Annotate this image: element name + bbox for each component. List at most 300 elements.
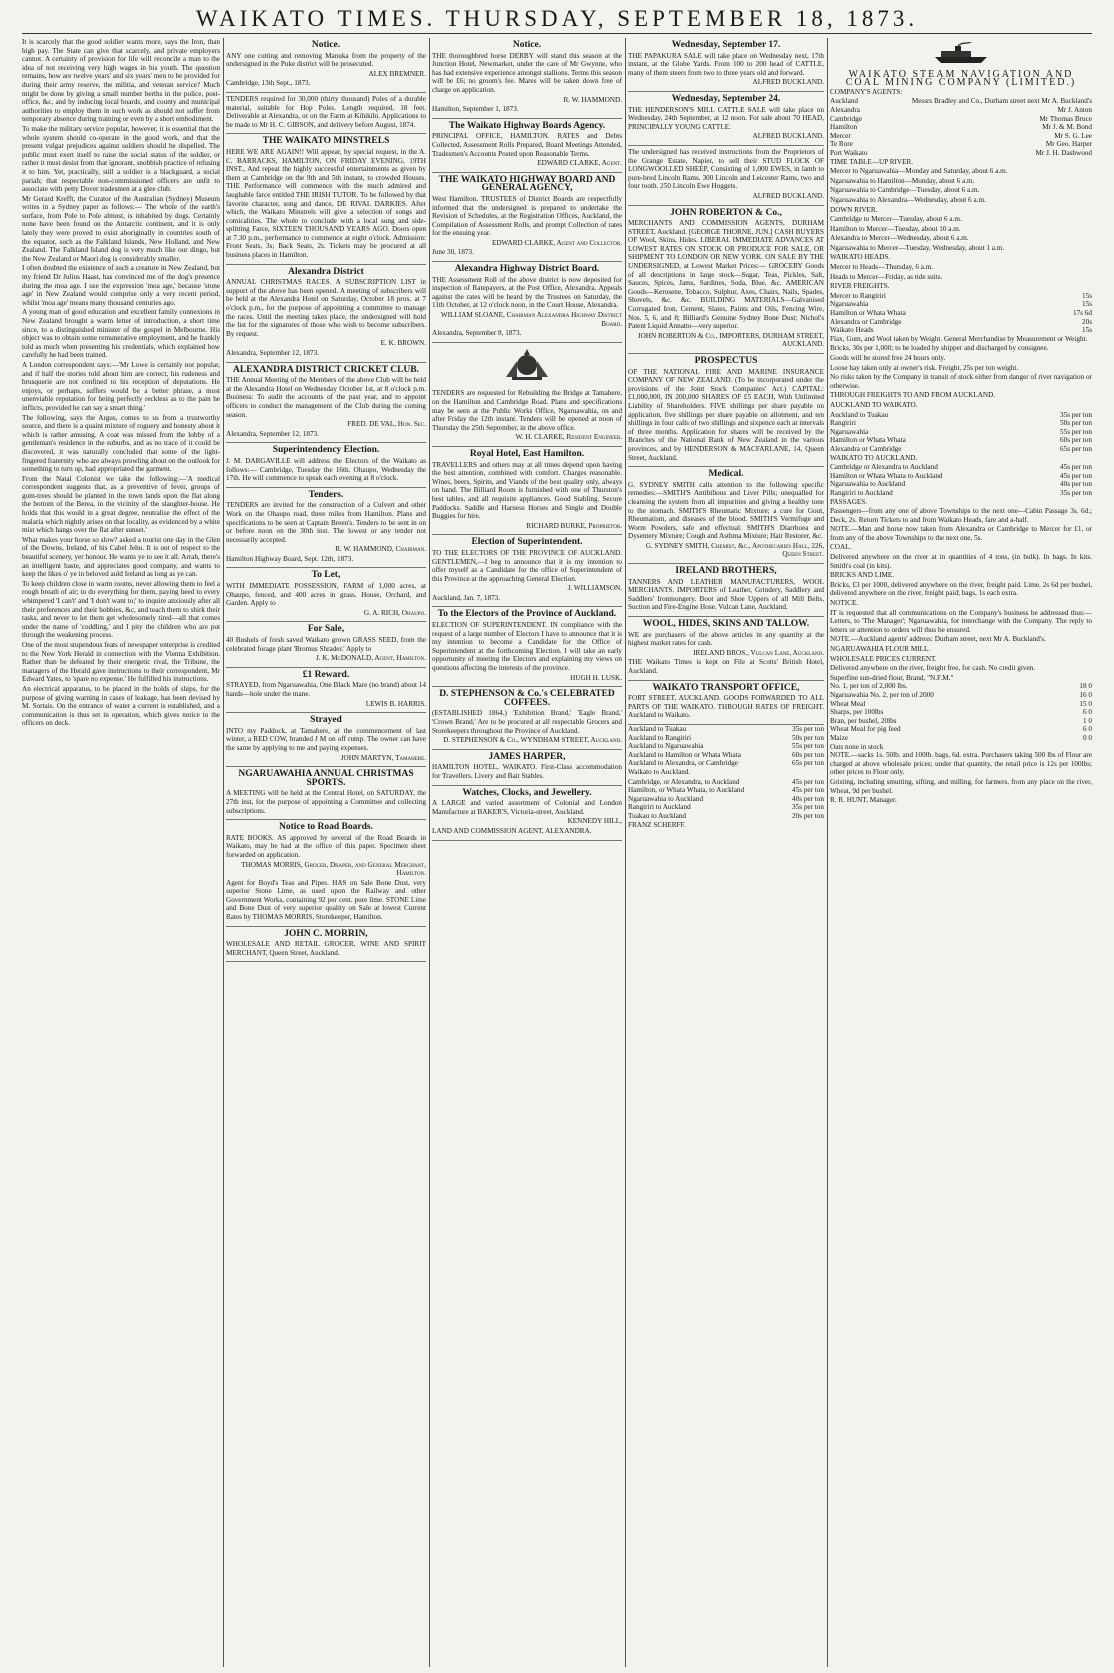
table-row (830, 115, 1092, 124)
ad-signature: D. STEPHENSON & Co., WYNDHAM STREET, Auckland. (443, 736, 622, 745)
ad-title: £1 Reward. (302, 669, 350, 680)
ad-title: IRELAND BROTHERS, (675, 566, 777, 577)
freight-table (628, 725, 824, 768)
table-row (628, 786, 824, 795)
advertisement (226, 134, 426, 264)
row-label: Auckland to Ngaruawahia (628, 742, 704, 751)
steamship-icon (830, 38, 1092, 71)
advertisement (628, 38, 824, 92)
ad-extra: Agent for Boyd's Teas and Pipes. HAS on Sale Bone Dust, very superior Stone Lime, as used upon the Railway and other Government Works, containing 92 per cent. pure lime. STONE Lime and Bone Dust of very superior quality on Sale at lowest Current Rates by THOMAS MORRIS, Storekeeper, Hamilton. (226, 878, 426, 922)
timetable-line: Ngaruawahia to Cambridge—Tuesday, about 6 a.m. (830, 186, 980, 195)
gristing-text: Gristing, including smutting, sifting, and milling, for farmers, from any place on the river, Wheat, 9d per bushel. (830, 777, 1092, 795)
freight-note: No risks taken by the Company in transit of stock either from danger of river navigation or otherwise. (830, 373, 1092, 390)
ad-title: Alexandra District (288, 266, 364, 277)
table-row (830, 674, 1092, 683)
row-label: Auckland (830, 97, 858, 106)
ad-signature: W. H. CLARKE, Resident Engineer. (515, 433, 622, 442)
advertisement (628, 617, 824, 681)
table-row (628, 742, 824, 751)
table-row (830, 743, 1092, 752)
column-ads-4 (628, 38, 824, 1667)
table-row (628, 725, 824, 734)
ad-signature: R. W. HAMMOND. (563, 95, 622, 104)
advertisement (226, 443, 426, 487)
row-label: Ngaruawahia No. 2, per ton of 2000 (830, 690, 934, 699)
table-row (830, 691, 1092, 700)
ad-signature: ALEX BREMNER. (368, 69, 426, 78)
ad-title: Royal Hotel, East Hamilton. (469, 448, 585, 459)
notice-text-2: NOTE.—Auckland agents' address: Durham street, next Mr A. Buckland's. (830, 635, 1046, 644)
table-row (628, 812, 824, 821)
masthead-rule (22, 33, 1092, 34)
ad-signature: EDWARD CLARKE, Agent. (537, 159, 622, 168)
table-row (628, 734, 824, 743)
ad-body: A MEETING will be held at the Central Hotel, on SATURDAY, the 27th inst, for the purpose of appointing a Committee and collecting subscriptions. (226, 789, 426, 815)
table-row (830, 463, 1092, 472)
freight-note: Loose hay taken only at owner's risk. Freight, 25s per ton weight. (830, 363, 1019, 372)
table-row (830, 106, 1092, 115)
news-paragraph: The following, says the Argus, comes to us from a trustworthy source, and there is a quaint mixture of roguery and honesty about it which is rather amusing. A coat was missed from the lobby of a gentleman's residence in the suburbs, and as no trace of it could be discovered, it was naturally concluded that some of the light-fingered fraternity who are always prowling about on the outlook for something to turn up, had appropriated the garment. (22, 413, 220, 474)
row-value: 20s (1082, 317, 1092, 326)
ad-title: Notice to Road Boards. (279, 822, 373, 833)
row-value: 17s 6d (1073, 309, 1092, 318)
ad-title: Alexandra Highway District Board. (454, 264, 600, 275)
table-row (830, 326, 1092, 335)
row-label: Te Rore (830, 140, 853, 149)
news-paragraph: Mr Gerard Krefft, the Curator of the Australian (Sydney) Museum writes in a Sydney paper as follows:— The whole of the earth's surface, from Pole to Pole almost, is inhabited by dogs. Certainly none have been found on the Antarctic continent, and it is only lately they were proved to exist aboriginally in countries south of the equator, such as the Falkland Islands, New Holland, and New Zealand. The Falkland Island dog is very much like our dingo, but the New Zealand or Maori dog is considerably smaller. (22, 194, 220, 263)
row-label: Wheat Meal (830, 699, 866, 708)
ad-title: Notice. (512, 40, 542, 50)
ad-signature: JOHN MARTYN, Tamahere. (340, 753, 426, 762)
row-label: Cambridge or Alexandra to Auckland (830, 463, 938, 472)
row-label: Auckland to Alexandra, or Cambridge (628, 759, 738, 768)
ad-signature: LEWIS B. HARRIS. (365, 699, 426, 708)
ad-title: Strayed (310, 715, 342, 726)
ad-signature: JOHN ROBERTON & Co., IMPORTERS, DURHAM STREET, AUCKLAND. (637, 331, 824, 349)
table-row (830, 445, 1092, 454)
agents-title: COMPANY'S AGENTS: (830, 87, 903, 96)
ad-title: ALEXANDRA DISTRICT CRICKET CLUB. (233, 364, 419, 375)
advertisement (226, 713, 426, 767)
ad-signature: RICHARD BURKE, Proprietor. (526, 521, 622, 530)
ad-extra: Alexandra, September 12, 1873. (226, 429, 320, 438)
advertisement (226, 622, 426, 667)
row-label: Ngaruawahia to Auckland (628, 794, 704, 803)
table-row (628, 803, 824, 812)
news-paragraph: One of the most stupendous feats of newspaper enterprise is credited to the New York Herald in connection with the Vienna Exhibition. Rather than be defeated by their energetic rival, the Tribune, the managers of the Herald gave instructions to their correspondent, Mr Edward Yates, to 'spare no expense.' He fulfilled his instructions. (22, 640, 220, 684)
heads-line: Mercer to Heads—Thursday, 6 a.m. (830, 263, 934, 272)
row-label: Alexandra or Cambridge (830, 444, 902, 453)
ad-signature: G. SYDNEY SMITH, Chemist, &c., Apothecaries Hall, 226, Queen Street. (645, 541, 824, 559)
advertisement (628, 92, 824, 146)
ad-body: TANNERS AND LEATHER MANUFACTURERS, WOOL MERCHANTS. IMPORTERS of Leather, Grindery, Saddlery and Saddlers' Ironmongery. Boot and Shoe Uppers of all Mill Belts, Suction and Fire-Engine Hose. Vulcan Lane, Auckland. (628, 577, 824, 612)
table-row (830, 700, 1092, 709)
news-paragraph: I often doubted the existence of such a creature in New Zealand, but my friend Dr Julius Haast, has convinced me of the dog's presence during the moa age. I use the expression 'moa age,' because 'stone age' in New Zealand would comprise only a very recent period, whilst 'moa age' means many thousand centuries ago. (22, 264, 220, 307)
row-value: Mr Thomas Bruce (1039, 114, 1092, 123)
table-row (830, 428, 1092, 437)
row-value: 35s per ton (792, 724, 824, 733)
row-label: Rangiriri to Auckland (830, 488, 893, 497)
advertisement (432, 387, 622, 447)
ad-body: OF THE NATIONAL FIRE AND MARINE INSURANCE COMPANY OF NEW ZEALAND. (To be incorporated under the provisions of the Joint Stock Companies' Act.) CAPITAL: £1,000,000, IN 200,000 SHARES OF £5 EACH, With Unlimited Liability of Shareholders. FIVE shillings per share payable on application, five shillings per share payable on allotment, and ten shillings in four calls of two shillings and sixpence each at intervals of three months. Application for shares will be received by the Branches of the National Bank of New Zealand in the various provinces, and by HENDERSON & MACFARLANE, 14, Queen Street, Auckland. (628, 367, 824, 462)
advertisement (432, 119, 622, 173)
ad-body: FORT STREET, AUCKLAND. GOODS FORWARDED TO ALL PARTS OF THE WAIKATO. THROUGH RATES OF FREIGHT. Auckland to Waikato. (628, 694, 824, 720)
row-label: Ngaruawahia (830, 300, 869, 309)
agents-table (830, 97, 1092, 157)
advertisement (226, 568, 426, 622)
ad-signature: EDWARD CLARKE, Agent and Collector. (491, 238, 622, 247)
row-value: 45s per ton (1060, 463, 1092, 472)
table-row (830, 140, 1092, 149)
row-label: Superfine sun-dried flour, Brand, "N.F.M." (830, 673, 954, 682)
advertisement (628, 564, 824, 617)
ad-body: ANY one cutting and removing Manuka from the property of the undersigned in the Puke district will be prosecuted. (226, 51, 426, 69)
column-divider (625, 38, 626, 1667)
table-row (830, 489, 1092, 498)
freight-note: Goods will be stored free 24 hours only. (830, 354, 946, 362)
advertisement (226, 668, 426, 713)
row-label: Port Waikato (830, 148, 868, 157)
passages-title: PASSAGES. (830, 497, 868, 506)
row-value: Mr J. H. Dashwood (1035, 148, 1092, 157)
river-freights-title: RIVER FREIGHTS. (830, 282, 890, 291)
down-river-line: Cambridge to Mercer—Tuesday, about 6 a.m. (830, 215, 962, 224)
news-paragraph: To make the military service popular, however, it is essential that the whole system should co-operate in the good work, and that the present vulgar prejudices against soldiers should be dispelled. The public must exert itself to raise the social status of the soldier, or rather it must desist from that ignorant, snobbish practice of refusing it to him. Yet, practically, still a soldier is a blackguard, a social pariah; that respectable non-commissioned officers are unfit to associate with petty Dover tradesmen at a glee club. (22, 124, 220, 194)
back-table (830, 463, 1092, 497)
notice-text: IT is requested that all communications on the Company's business be addressed thus:—Letters, to 'The Manager'; Ngaruawahia, for interchange with the Company. The reply to letters or attention to orders will thus be ensured. (830, 608, 1092, 634)
row-label: No. 1, per ton of 2,000 lbs. (830, 682, 908, 691)
row-label: Alexandra (830, 105, 860, 114)
advertisement (226, 38, 426, 93)
row-label: Auckland to Tuakau (830, 410, 889, 419)
advertisement (628, 354, 824, 467)
timetable-line: Mercer to Ngaruawahia—Monday and Saturday, about 6 a.m. (830, 167, 1008, 176)
row-label: Tuakau to Auckland (628, 811, 687, 820)
ad-body: THE HENDERSON'S MILL CATTLE SALE will take place on Wednesday, 24th September, at 12 noon. For sale about 70 HEAD, PRINCIPALLY YOUNG CATTLE. (628, 105, 824, 131)
column-ads-3 (432, 38, 622, 1667)
ad-title: THE WAIKATO MINSTRELS (262, 136, 390, 147)
ad-extra: June 30, 1873. (432, 248, 474, 257)
table-row (830, 419, 1092, 428)
row-value: 55s per ton (792, 742, 824, 751)
row-value: 6 0 (1083, 725, 1092, 734)
row-label: Maize (830, 733, 848, 742)
row-value: 60s per ton (1060, 436, 1092, 445)
ad-title: To Let, (311, 570, 341, 581)
table-row (830, 717, 1092, 726)
row-value: Mr J. Anton (1057, 105, 1092, 114)
ad-body: STRAYED, from Ngaruawahia, One Black Mare (no brand) about 14 hands—hole under the mane. (226, 681, 426, 698)
ad-body: G. SYDNEY SMITH calls attention to the following specific remedies:—SMITH'S Antibilious and Liver Pills; unequalled for cleansing the system from all impurities and giving a healthy tone to the stomach. SMITH'S Rheumatic Mixture; a cure for Gout, Rheumatism, and diseases of the blood. SMITH'S Vermifuge and Worm Powders, safe and effectual. SMITH'S Diarrhoea and Dysentery Mixture; Cough and Asthma Mixture; Hair Restorer, &c. (628, 480, 824, 541)
advertisement (628, 146, 824, 206)
advertisement (226, 265, 426, 363)
table-row (830, 708, 1092, 717)
row-label: Hamilton or Whata Whata (830, 309, 906, 318)
row-value: 15 0 (1079, 699, 1092, 708)
news-paragraph: To keep children close in warm rooms, never allowing them to feel a rough breath of air; to do everything for them, paying heed to every whimpered 'I can't' and 'I don't want to;' to inquire anxiously after all their preferences and their hobbies, &c, and teach them to shirk their tasks, and never to let them get wholesomely tired—all that comes under the name of 'coddling,' and I pity the children who are put through the weakening process. (22, 579, 220, 640)
passages-text: Passengers—from any one of above Townships to the next one—Cabin Passage 3s. 6d.; Deck, 2s. Return Tickets to and from Waikato Heads, fare and a-half. (830, 507, 1092, 524)
timetable-title: TIME TABLE—UP RIVER. (830, 157, 914, 166)
mill-signature: R. R. HUNT, Manager. (830, 796, 897, 805)
down-river-title: DOWN RIVER. (830, 205, 878, 214)
ad-body: ELECTION OF SUPERINTENDENT. IN compliance with the request of a large number of Electors I have to announce that it is my intention to become a Candidate for the Office of Superintendent at the forthcoming Election. I will take an early opportunity of meeting the Electors and explaining my views on questions affecting the interests of the province. (432, 621, 622, 673)
steam-company-heading: WAIKATO STEAM NAVIGATION AND COAL MINING COMPANY (LIMITED.) (845, 68, 1077, 89)
row-value: 45s per ton (792, 777, 824, 786)
ad-extra: THE Waikato Times is kept on File at Scotts' British Hotel, Auckland. (628, 658, 824, 675)
row-value: Messrs Bradley and Co., Durham street next Mr A. Buckland's (911, 97, 1092, 106)
ad-body: HAMILTON HOTEL, WAIKATO. First-Class accommodation for Travellers. Livery and Bait Stables. (432, 763, 622, 780)
row-label: Auckland to Hamilton or Whata Whata (628, 750, 741, 759)
table-row (830, 725, 1092, 734)
freight-note: Flax, Gum, and Wool taken by Weight. General Merchandise by Measurement or Weight. (830, 334, 1088, 343)
ad-body: West Hamilton. TRUSTEES of District Boards are respectfully informed that the undersigned is prepared to undertake the Revision of Schedules, at the Registration Offices, Auckland, the Compilation of Assessment Rolls, and prompt Collection of rates for the ensuing year. (432, 194, 622, 238)
ad-title: PROSPECTUS (694, 356, 758, 366)
ad-title: JOHN ROBERTON & Co., (670, 207, 782, 218)
row-label: Cambridge (830, 114, 862, 123)
advertisement (226, 767, 426, 820)
ad-signature: FRED. DE VAL, Hon. Sec. (347, 420, 426, 429)
column-divider (223, 38, 224, 1667)
row-value: 35s per ton (1060, 488, 1092, 497)
row-label: Sharps, per 100lbs (830, 708, 884, 717)
freight-signature: FRANZ SCHERFF. (628, 820, 686, 829)
ad-signature: WILLIAM SLOANE, Chairman Alexandra Highway District Board. (440, 311, 622, 328)
ad-extra: Hamilton Highway Board, Sept. 12th, 1873. (226, 554, 354, 563)
ad-body: MERCHANTS AND COMMISSION AGENTS, DURHAM STREET, Auckland. [GEORGE THORNE, JUN.] CASH BUYERS OF Wool, Skins, Hides. LIBERAL IMMEDIATE ADVANCES AT LOWEST RATES ON STOCK OR PRODUCE FOR SALE, OR SHIPMENT TO LONDON OR NEW YORK. ON SALE BY THE UNDERSIGNED, at Lowest Market Prices:— GROCERY Goods of all descriptions in large stock—Sugar, Teas, Pickles, Salt, Sauces, Spices, Jams, Sardines, Soda, Blue, &c. AMERICAN Goods—Kerosene, Tobacco, Sulphur, Axes, Chairs, Nails, Spades, Shovels, &c. &c. BUILDING MATERIALS—Galvanised Corrugated Iron, Cement, Slates, Paints and Oils, Fencing Wire, Nos. 5, 6, and 8; Billiard's Genuine Sydney Bone Dust; Nichol's Patent Liquid Annatto—very superior. (628, 219, 824, 331)
table-row (830, 472, 1092, 481)
ad-body: TENDERS are invited for the construction of a Culvert and other Work on the Ohaupo road, three miles from Hamilton. Plans and specifications to be seen at Captain Breen's. Tenders to be sent in on or before noon on the 30th inst. The lowest or any tender not necessarily accepted. (226, 501, 426, 544)
ad-body: THE Assessment Roll of the above district is now deposited for inspection of Ratepayers, at the Post Office, Alexandra. Appeals against the rates will be heard by the Trustees on Saturday, the 11th October, at 12 o'clock noon, in the Court House, Alexandra. (432, 275, 622, 310)
ad-signature: HUGH H. LUSK. (570, 673, 622, 682)
ad-extra: Cambridge, 13th Sept., 1873. (226, 79, 311, 88)
masthead (0, 0, 1114, 34)
ad-title: WOOL, HIDES, SKINS AND TALLOW. (642, 619, 810, 630)
coal-title: COAL. (830, 543, 852, 552)
ad-body: THE Annual Meeting of the Members of the above Club will be held at the Alexandra Hotel on Wednesday October 1st, at 8 o'clock p.m. Business: To audit the accounts of the past year, and to appoint officers to conduct the management of the Club during the coming season. (226, 376, 426, 419)
row-label: Mercer (830, 131, 851, 140)
advertisement (432, 262, 622, 343)
ad-signature: G. A. RICH, Ohaupo. (363, 608, 426, 617)
passage-note: NOTE.—Man and horse now taken from Alexandra or Cambridge to Mercer for £1, or from any of the above Townships to the next one, 5s. (830, 525, 1092, 542)
ad-body: A LARGE and varied assortment of Colonial and London Manufacture at BAKER'S, Victoria-street, Auckland. (432, 799, 622, 816)
down-river-line: Ngaruawahia to Mercer—Tuesday, Wednesday, about 1 a.m. (830, 243, 1005, 252)
freight-note: Bricks, 30s per 1,000; to be loaded by shipper and discharged by consignee. (830, 344, 1049, 353)
row-label: Auckland to Rangiriri (628, 733, 692, 742)
bricks-title: BRICKS AND LIME. (830, 571, 895, 580)
row-value: 15s (1082, 300, 1092, 309)
row-label: Hamilton or Whata Whata (830, 436, 906, 445)
advertisement (628, 681, 824, 725)
advertisement (432, 687, 622, 750)
row-value: 35s per ton (1060, 410, 1092, 419)
ad-title: Notice. (311, 40, 341, 50)
mill-title: NGARUAWAHIA FLOUR MILL. (830, 645, 931, 653)
mill-sub: WHOLESALE PRICES CURRENT. (830, 654, 937, 663)
table-row (830, 132, 1092, 141)
ad-body: TO THE ELECTORS OF THE PROVINCE OF AUCKLAND. GENTLEMEN,—I beg to announce that it is my intention to offer myself as a Candidate for the office of Superintendent of this Province at the approaching General Election. (432, 548, 622, 583)
royal-crest-icon (432, 343, 622, 388)
row-label: Rangiriri (830, 419, 856, 428)
ad-body: The undersigned has received instructions from the Proprietors of the Grange Estate, Napier, to sell their STUD FLOCK OF LONGWOOLLED SHEEP, Consisting of 1,000 EWES, in lamb to pure-bred Lincoln Rams. 300 Lincoln and Leicester Rams, two and four tooth. 250 Lincoln Ewe Hoggets. (628, 147, 824, 191)
ad-extra: Alexandra, September 12, 1873. (226, 349, 320, 357)
ad-title: NGARUAWAHIA ANNUAL CHRISTMAS SPORTS. (238, 769, 414, 788)
ad-signature: IRELAND BROS., Vulcan Lane, Auckland. (693, 648, 824, 657)
table-row (628, 795, 824, 804)
ad-extra: Alexandra, September 8, 1873. (432, 329, 522, 338)
ad-body: THE PAPAKURA SALE will take place on Wednesday next, 17th instant, at the Globe Yards. From 100 to 200 head of CATTLE, many of them steers from two to three years old and forward. (628, 51, 824, 77)
news-paragraph: An electrical apparatus, to be placed in the holds of ships, for the purpose of giving warning in cases of leakage, has been devised by M. Sortais. On the entrance of water a current is established, and a communication is thus set in operation, which gives notice to the officers on deck. (22, 684, 220, 728)
ad-title: Wednesday, September 17. (671, 40, 781, 50)
advertisement (226, 363, 426, 444)
column-divider (827, 38, 828, 1667)
ad-body: TENDERS are requested for Rebuilding the Bridge at Tamahere, on the Hamilton and Cambridge Road. Plans and specifications may be seen at the Public Works Office, Ngaruawahia, on and after Friday the 12th instant. Tenders will be opened at noon of Thursday the 25th September, in the above office. (432, 389, 622, 432)
advertisement (226, 488, 426, 569)
ad-body: (ESTABLISHED 1864.) 'Exhibition Brand,' 'Eagle Brand,' 'Crown Brand,' Are to be procured at all respectable Grocers and Storekeepers throughout the Province of Auckland. (432, 709, 622, 735)
advertisement (432, 173, 622, 262)
ad-body: TRAVELLERS and others may at all times depend upon having the best attention, combined with comfort. Charges reasonable. Wines, beers, Spirits, and Viands of the best quality only, always on hand. The Billiard Room is furnished with one of Thurston's best tables, and all requisite appliances. Good Stabling. Secure Paddocks. Saddle and Harness Horses and Single and Double Buggies for hire. (432, 460, 622, 521)
row-value: 50s per ton (792, 733, 824, 742)
table-row (628, 751, 824, 760)
ad-title: Watches, Clocks, and Jewellery. (462, 787, 592, 798)
advertisement (628, 467, 824, 564)
coal-text: Delivered anywhere on the river at in quantities of 4 tons, (in bulk). In bags. In kits. Smith's coal (in kits). (830, 553, 1092, 570)
row-label: Wheat Meal for pig feed (830, 725, 901, 734)
ad-body: 40 Bushels of fresh saved Waikato grown GRASS SEED, from the celebrated forage plant 'Bromus Shrader.' Apply to (226, 636, 426, 653)
mill-text: Delivered anywhere on the river, freight free, for cash. No credit given. (830, 664, 1036, 673)
ad-signature: ALFRED BUCKLAND. (752, 191, 824, 200)
news-paragraph: It is scarcely that the good soldier wants more, says the Iron, than high pay. The State can give that scarcely, and private employers cannot. A certainty of provision for life will reconcile a man to the idea of not receiving very high wages in his youth. The question remains, how are twelve years' and six years' men to be provided for during their army reserve, the militia, and veteran service? Much might be done by giving a small number berths in the police, post-office, &c, and by inducing local boards, and county and municipal authorities to employ them in such work as should not suffer from temporary absence during training or even by a short embodiment. (22, 38, 220, 124)
row-label: Ngaruawahia to Auckland (830, 480, 906, 489)
row-value: 40s per ton (792, 794, 824, 803)
row-value: 60s per ton (792, 750, 824, 759)
down-river-line: Alexandra to Mercer—Wednesday, about 6 a.m. (830, 234, 969, 243)
advertisement (226, 820, 426, 927)
row-value: 35s per ton (792, 803, 824, 812)
ad-body: PRINCIPAL OFFICE, HAMILTON. RATES and Debts Collected, Assessment Rolls Prepared, Board Meetings Attended, Tradesmen's Accounts Posted upon Reasonable Terms. (432, 132, 622, 158)
row-label: Auckland to Tuakau (628, 724, 687, 733)
ad-body: J. M. DARGAVILLE will address the Electors of the Waikato as follows:— Cambridge, Tuesday the 16th. Ohaupo, Wednesday the 17th. He will commence to speak each evening at 8 o'clock. (226, 456, 426, 483)
row-value: 15s (1082, 326, 1092, 335)
table-row (830, 97, 1092, 106)
freight-back-table (628, 778, 824, 821)
ad-title: For Sale, (307, 624, 345, 635)
ad-body: WHOLESALE AND RETAIL GROCER, WINE AND SPIRIT MERCHANT, Queen Street, Auckland. (226, 940, 426, 957)
ad-body: THE thoroughbred horse DERBY will stand this season at the Junction Hotel, Newmarket, under the care of Mr Gwynne, who has had extensive experience amongst stallions. Terms this season will be £6; no groom's fee. Mares will be taken down free of charge on application. (432, 51, 622, 94)
table-row (830, 411, 1092, 420)
row-label: Hamilton or Whata Whata to Auckland (830, 471, 943, 480)
ad-title: The Waikato Highway Boards Agency. (448, 120, 606, 131)
row-label: Mercer to Rangiriri (830, 291, 886, 300)
row-value: 65s per ton (1060, 444, 1092, 453)
row-value: 1 0 (1083, 716, 1092, 725)
ad-title: Election of Superintendent. (471, 537, 583, 548)
row-label: Oats none in stock (830, 742, 884, 751)
row-label: Hamilton (830, 123, 858, 132)
through-freights-title: THROUGH FREIGHTS TO AND FROM AUCKLAND. (830, 391, 996, 400)
column-ads-2 (226, 38, 426, 1667)
table-row (830, 734, 1092, 743)
ad-body: TENDERS required for 30,000 (thirty thousand) Poles of a durable material, suitable for Hop Poles. Length required, 18 feet. Deliverable at Alexandra, or on the Farm at Kihikihi. Applications to be made to Mr H. C. GIBSON, and delivery before August, 1874. (226, 94, 426, 129)
bricks-text: Bricks, £3 per 1000, delivered anywhere on the river, freight paid. Lime, 2s 6d per bushel, delivered anywhere on the river, freight paid; bags, 1s each extra. (830, 580, 1092, 598)
ad-title: THE WAIKATO HIGHWAY BOARD AND GENERAL AGENCY, (438, 174, 616, 194)
down-river-line: Hamilton to Mercer—Tuesday, about 10 a.m. (830, 224, 961, 233)
advertisement (432, 447, 622, 535)
table-row (830, 318, 1092, 327)
news-paragraph: What makes your horse so slow? asked a tourist one day in the Glen of the Downs, Ireland, of his Cabel Jehu. It is out of respect to the beautiful scenery, yer honour. He wants ye to see it all. Arrah, there's an intelligent baste, and appreciates good company, and wants to keep the likes o' ye in beloved auld Ireland as long as ye can. (22, 535, 220, 579)
ad-title: Medical. (708, 469, 744, 480)
ad-title: WAIKATO TRANSPORT OFFICE, (652, 682, 800, 693)
timetable-line: Ngaruawahia to Alexandra—Wednesday, about 6 a.m. (830, 195, 986, 204)
row-label: Rangiriri to Auckland (628, 803, 691, 812)
table-row (830, 123, 1092, 132)
advertisement (432, 535, 622, 607)
ad-extra: Auckland, Jan. 7, 1873. (432, 593, 501, 602)
table-row (830, 292, 1092, 301)
river-freights-table (830, 292, 1092, 335)
ad-extra: Hamilton, September 1, 1873. (432, 105, 519, 114)
row-label: Alexandra or Cambridge (830, 317, 902, 326)
ad-title: Superintendency Election. (272, 445, 380, 456)
back-sub: WAIKATO TO AUCKLAND. (830, 453, 918, 462)
ad-signature: ALFRED BUCKLAND. (752, 132, 824, 141)
row-value: Mr Geo. Harper (1045, 140, 1092, 149)
row-value: 16 0 (1079, 690, 1092, 699)
mill-prices-table (830, 674, 1092, 751)
ad-signature: J. K. McDONALD, Agent, Hamilton. (315, 654, 426, 663)
ad-signature: KENNEDY HILL, (567, 817, 622, 826)
table-row (830, 480, 1092, 489)
heads-title: WAIKATO HEADS. (830, 253, 891, 262)
row-value: Mr J. & M. Bond (1042, 123, 1092, 132)
column-divider (429, 38, 430, 1667)
row-value: Mr S. G. Lee (1054, 131, 1092, 140)
row-value: 50s per ton (1060, 419, 1092, 428)
ad-title: Wednesday, September 24. (671, 93, 781, 104)
row-label: Hamilton, or Whata Whata, to Auckland (628, 786, 745, 795)
mill-note: NOTE.—sacks 1s. 50lb. and 100lb. bags, 6d. extra. Purchasers taking 500 lbs of Flour are charged at above wholesale prices; under that quantity, the retail price is 12s per 100lbs; other prices to Flour only. (830, 751, 1092, 777)
table-row (830, 436, 1092, 445)
row-value: 18 0 (1079, 682, 1092, 691)
row-label: Bran, per bushel, 20lbs (830, 716, 897, 725)
table-row (628, 778, 824, 787)
row-value: 55s per ton (1060, 427, 1092, 436)
row-value: 0 0 (1083, 733, 1092, 742)
advertisement (432, 786, 622, 841)
through-sub: AUCKLAND TO WAIKATO. (830, 400, 918, 409)
news-paragraph: From the Natal Colonist we take the following:—'A medical correspondent suggests that, as a preventive of fever, groups of gum-trees should be planted in the town lands upon the flat along the bottom of the Berea, in the vicinity of the slaughter-house. He holds that this would in a great degree, neutralise the effect of the malaria which nightly arises on that locality, as evidenced by a white mist which hangs over the flat after sunset.' (22, 474, 220, 535)
ad-title: D. STEPHENSON & Co.'s CELEBRATED COFFEES. (439, 689, 615, 708)
row-value: 45s per ton (792, 786, 824, 795)
ad-body: WE are purchasers of the above articles in any quantity at the highest market rates for cash. (628, 630, 824, 648)
row-value: 15s (1082, 291, 1092, 300)
ad-body: WITH IMMEDIATE POSSESSION, FARM of 1,000 acres, at Ohaupo, fenced, and 400 acres in grass. House, Orchard, and Garden. Apply to (226, 582, 426, 608)
row-value: 45s per ton (1060, 471, 1092, 480)
news-paragraph: A young man of good education and excellent family connexions in New Zealand brought a warm letter of introduction, a short time since, to a distinguished minister of the gospel in Melbourne. His object was to obtain some remunerative employment, and he frankly told as much when presenting his credentials, which explained how carefully he had been trained. (22, 308, 220, 360)
table-row (830, 300, 1092, 309)
table-row (830, 149, 1092, 158)
heads-line: Heads to Mercer—Friday, as tide suits. (830, 272, 943, 281)
news-paragraph: A London correspondent says:—'Mr Lowe is certainly not popular, and if half the stories told about him are correct, his rudeness and brusquerie are not confined to his reception of deputations. He enjoys, or perhaps, suffers would be a better phrase, a most unenviable reputation for being perfectly reckless as to the pain he inflicts, provided he can say a smart thing.' (22, 360, 220, 412)
ad-body: ANNUAL CHRISTMAS RACES. A SUBSCRIPTION LIST in support of the above has been opened. A meeting of subscribers will be held at the Alexandra Hotel on Saturday, October 18 prox. at 7 o'clock p.m., for the purpose of appointing a committee to manage the races. Until the meeting takes place, the undersigned will hold the list for the signatures of those who wish to become subscribers. By request. (226, 278, 426, 338)
advertisement (432, 607, 622, 687)
advertisement (432, 38, 622, 119)
table-row (628, 759, 824, 768)
row-value: 65s per ton (792, 759, 824, 768)
ad-signature: THOMAS MORRIS, Grocer, Draper, and General Merchant, Hamilton. (241, 860, 426, 878)
row-value: 40s per ton (1060, 480, 1092, 489)
ad-body: INTO my Paddock, at Tamahere, at the commencement of last winter, a RED COW, branded J M on off rump. The owner can have the same by applying to me and paying expenses. (226, 726, 426, 752)
ad-signature: ALFRED BUCKLAND. (752, 78, 824, 87)
